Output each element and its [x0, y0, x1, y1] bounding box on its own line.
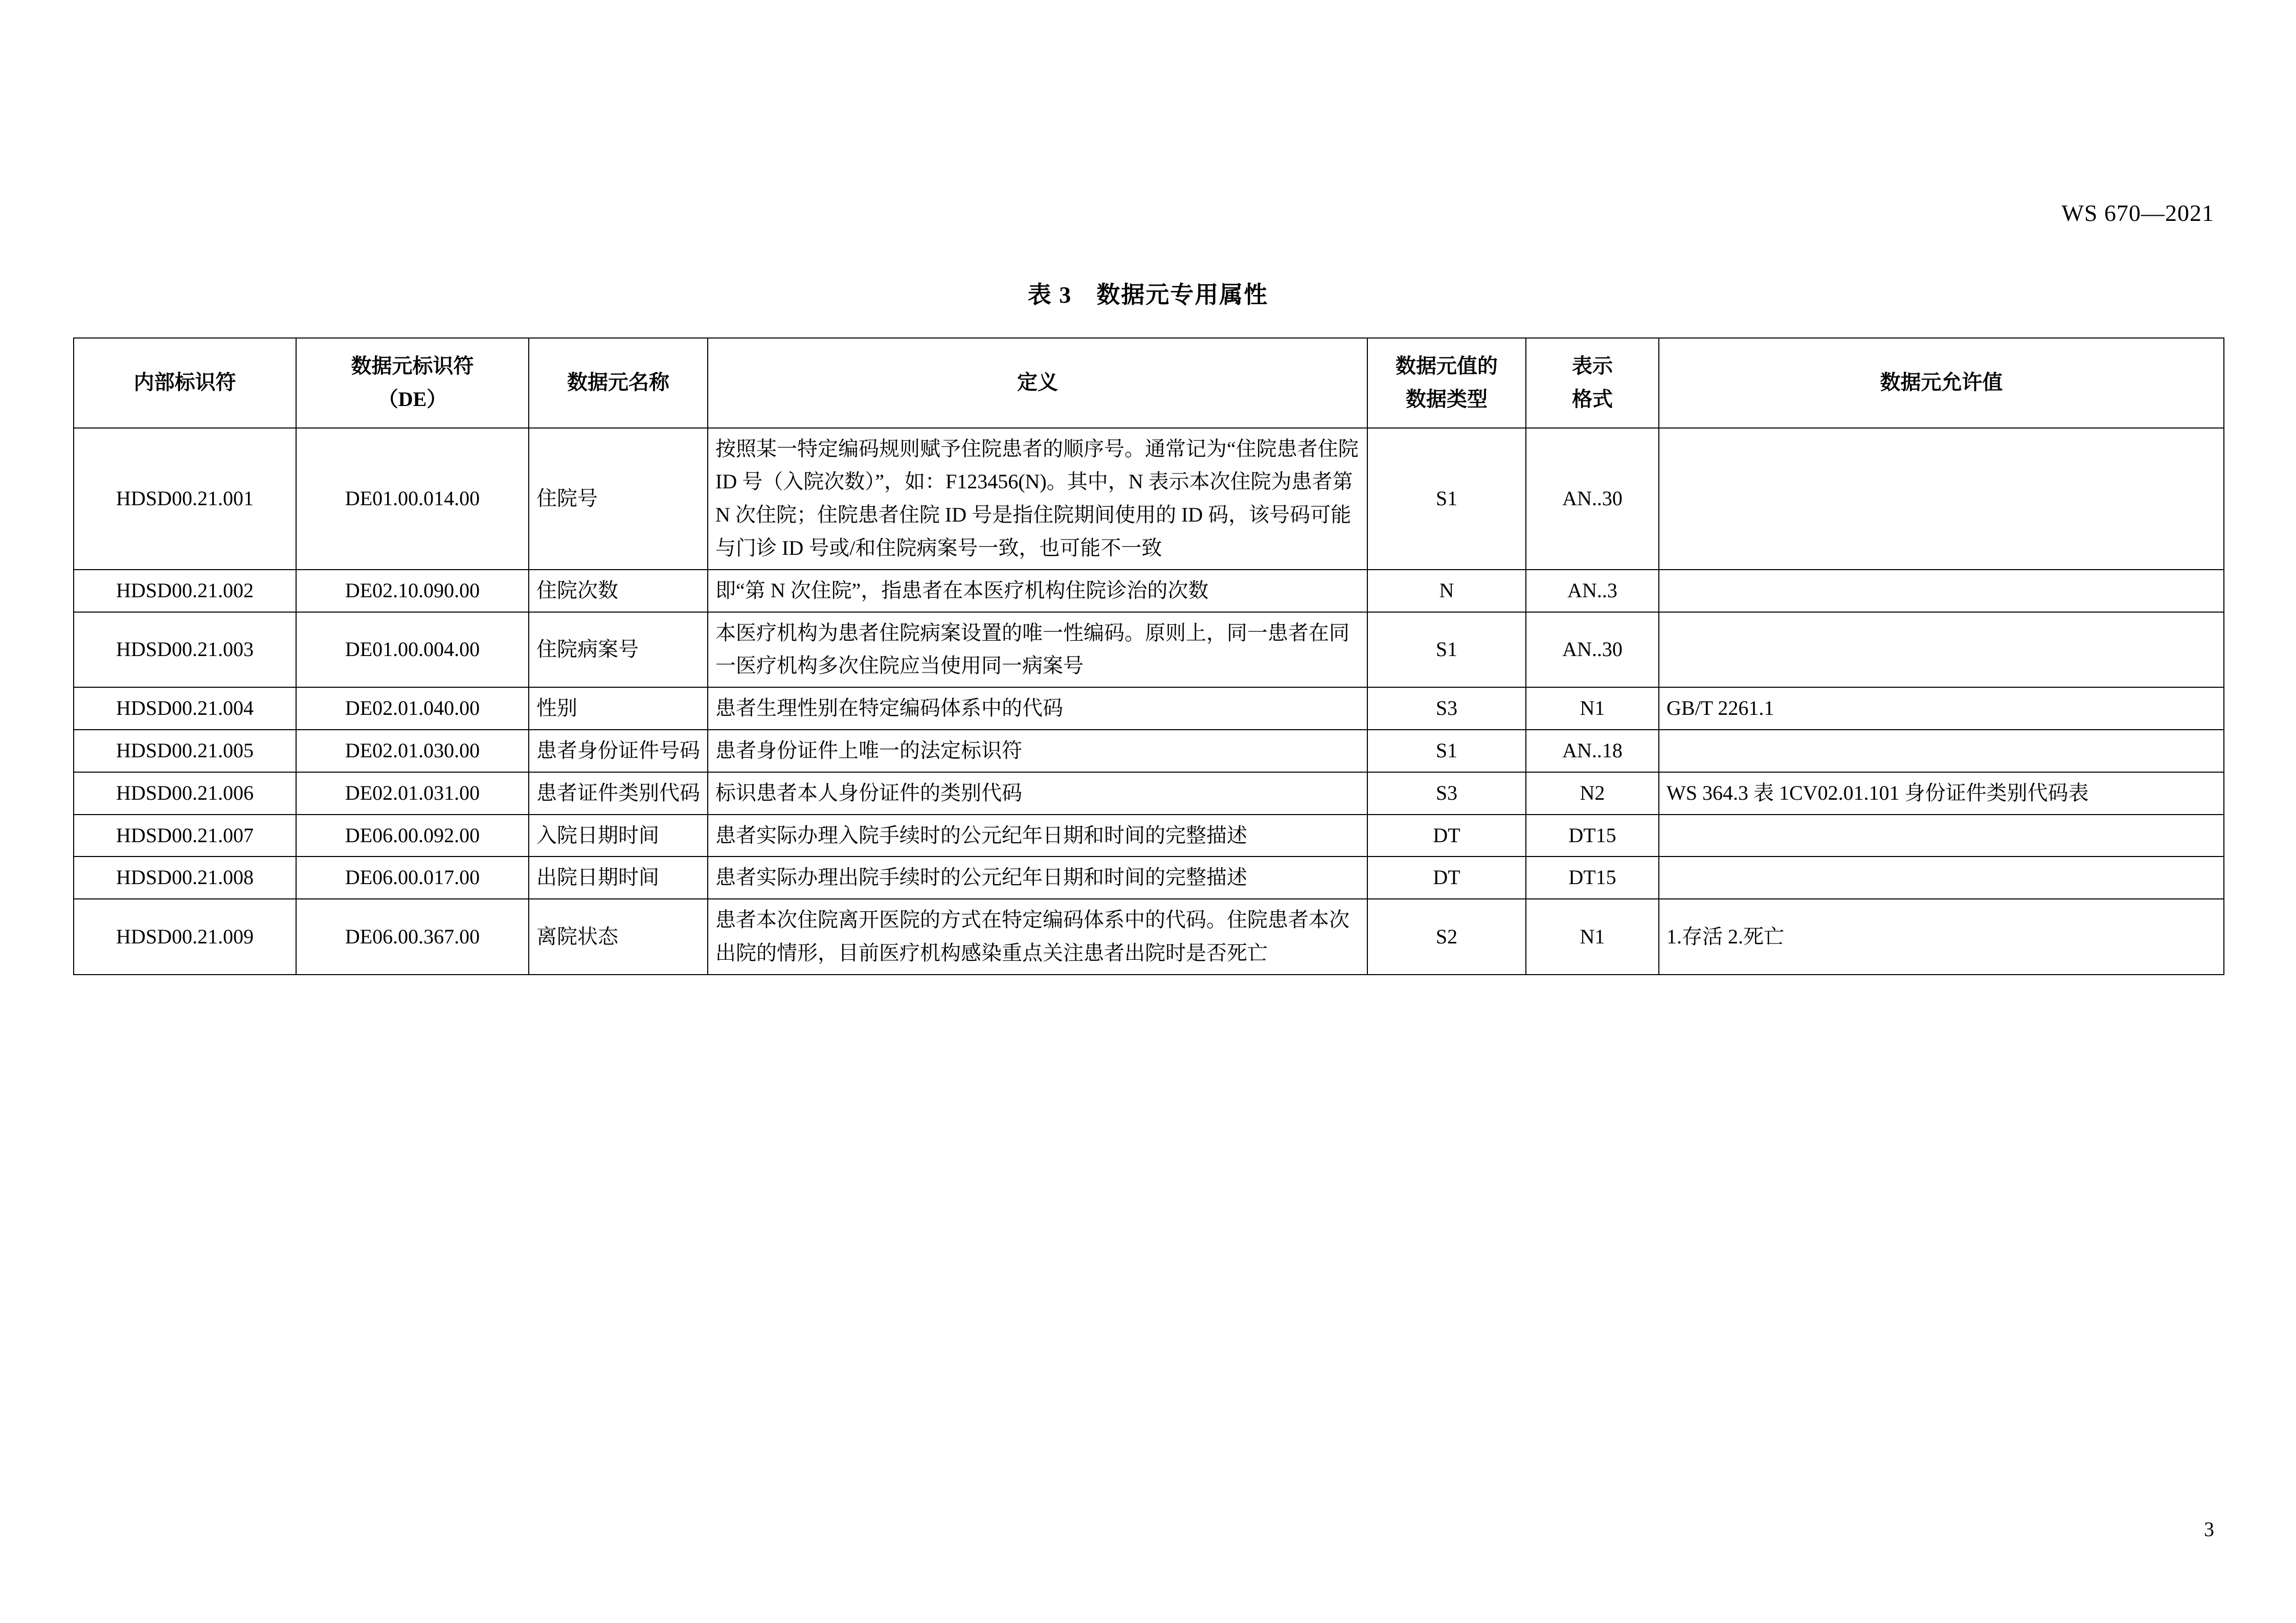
column-header-de-id: [296, 338, 529, 428]
cell-allowed-values: 1.存活 2.死亡: [1659, 899, 2224, 975]
table-header-row: [74, 338, 2224, 428]
cell-data-type: DT: [1367, 856, 1526, 899]
cell-data-type: DT: [1367, 815, 1526, 857]
cell-format: AN..30: [1526, 428, 1659, 570]
table-row: [74, 856, 2224, 899]
cell-de-id: DE01.00.014.00: [296, 428, 529, 570]
cell-internal-id: HDSD00.21.009: [74, 899, 296, 975]
column-header-internal-id: 内部标识符: [74, 338, 296, 428]
cell-internal-id: HDSD00.21.006: [74, 772, 296, 815]
column-header-format-line1: 表示: [1572, 354, 1613, 377]
cell-name: 患者身份证件号码: [529, 730, 708, 772]
cell-internal-id: HDSD00.21.002: [74, 570, 296, 612]
cell-definition: 本医疗机构为患者住院病案设置的唯一性编码。原则上，同一患者在同一医疗机构多次住院应当使用同一病案号: [708, 612, 1367, 688]
cell-format: N1: [1526, 899, 1659, 975]
cell-internal-id: HDSD00.21.003: [74, 612, 296, 688]
cell-definition: 按照某一特定编码规则赋予住院患者的顺序号。通常记为“住院患者住院 ID 号（入院次数）”，如：F123456(N)。其中，N 表示本次住院为患者第 N 次住院；住院患者住院 ID 号是指住院期间使用的 ID 码，该号码可能与门诊 ID 号或/和住院病案号一致，也可能不一致: [708, 428, 1367, 570]
cell-internal-id: HDSD00.21.007: [74, 815, 296, 857]
cell-name: 入院日期时间: [529, 815, 708, 857]
cell-name: 住院号: [529, 428, 708, 570]
cell-allowed-values: [1659, 428, 2224, 570]
cell-name: 出院日期时间: [529, 856, 708, 899]
cell-allowed-values: [1659, 570, 2224, 612]
column-header-name: 数据元名称: [529, 338, 708, 428]
cell-name: 住院病案号: [529, 612, 708, 688]
column-header-de-id-line2: （DE）: [377, 387, 447, 411]
cell-internal-id: HDSD00.21.008: [74, 856, 296, 899]
cell-data-type: S3: [1367, 687, 1526, 730]
cell-name: 离院状态: [529, 899, 708, 975]
cell-format: N1: [1526, 687, 1659, 730]
cell-definition: 患者实际办理出院手续时的公元纪年日期和时间的完整描述: [708, 856, 1367, 899]
cell-allowed-values: [1659, 856, 2224, 899]
cell-de-id: DE06.00.017.00: [296, 856, 529, 899]
table-row: [74, 570, 2224, 612]
cell-format: DT15: [1526, 856, 1659, 899]
column-header-format: [1526, 338, 1659, 428]
cell-definition: 标识患者本人身份证件的类别代码: [708, 772, 1367, 815]
cell-definition: 患者身份证件上唯一的法定标识符: [708, 730, 1367, 772]
cell-de-id: DE06.00.367.00: [296, 899, 529, 975]
cell-name: 性别: [529, 687, 708, 730]
table-row: [74, 730, 2224, 772]
cell-allowed-values: [1659, 815, 2224, 857]
cell-allowed-values: GB/T 2261.1: [1659, 687, 2224, 730]
cell-allowed-values: [1659, 730, 2224, 772]
column-header-format-line2: 格式: [1572, 387, 1613, 411]
table-title: 表 3 数据元专用属性: [1027, 282, 1269, 308]
cell-format: AN..18: [1526, 730, 1659, 772]
standard-code-header: WS 670—2021: [2061, 200, 2214, 226]
cell-data-type: S1: [1367, 612, 1526, 688]
cell-definition: 患者生理性别在特定编码体系中的代码: [708, 687, 1367, 730]
cell-allowed-values: WS 364.3 表 1CV02.01.101 身份证件类别代码表: [1659, 772, 2224, 815]
cell-format: DT15: [1526, 815, 1659, 857]
cell-de-id: DE06.00.092.00: [296, 815, 529, 857]
column-header-data-type-line2: 数据类型: [1406, 387, 1488, 411]
table-row: [74, 612, 2224, 688]
cell-data-type: S2: [1367, 899, 1526, 975]
cell-definition: 患者实际办理入院手续时的公元纪年日期和时间的完整描述: [708, 815, 1367, 857]
cell-definition: 患者本次住院离开医院的方式在特定编码体系中的代码。住院患者本次出院的情形，目前医疗机构感染重点关注患者出院时是否死亡: [708, 899, 1367, 975]
cell-data-type: S1: [1367, 730, 1526, 772]
column-header-definition: 定义: [708, 338, 1367, 428]
cell-allowed-values: [1659, 612, 2224, 688]
table-row: [74, 772, 2224, 815]
cell-definition: 即“第 N 次住院”，指患者在本医疗机构住院诊治的次数: [708, 570, 1367, 612]
column-header-de-id-line1: 数据元标识符: [351, 354, 474, 377]
column-header-data-type: [1367, 338, 1526, 428]
cell-de-id: DE02.10.090.00: [296, 570, 529, 612]
cell-name: 患者证件类别代码: [529, 772, 708, 815]
table-row: [74, 687, 2224, 730]
cell-internal-id: HDSD00.21.004: [74, 687, 296, 730]
cell-internal-id: HDSD00.21.005: [74, 730, 296, 772]
cell-format: N2: [1526, 772, 1659, 815]
column-header-data-type-line1: 数据元值的: [1395, 354, 1498, 377]
column-header-allowed-values: 数据元允许值: [1659, 338, 2224, 428]
cell-data-type: N: [1367, 570, 1526, 612]
cell-data-type: S1: [1367, 428, 1526, 570]
table-row: [74, 899, 2224, 975]
cell-de-id: DE01.00.004.00: [296, 612, 529, 688]
cell-de-id: DE02.01.031.00: [296, 772, 529, 815]
cell-format: AN..30: [1526, 612, 1659, 688]
cell-internal-id: HDSD00.21.001: [74, 428, 296, 570]
table-row: [74, 815, 2224, 857]
cell-name: 住院次数: [529, 570, 708, 612]
data-element-attributes-table: [73, 337, 2224, 975]
cell-format: AN..3: [1526, 570, 1659, 612]
cell-de-id: DE02.01.040.00: [296, 687, 529, 730]
cell-de-id: DE02.01.030.00: [296, 730, 529, 772]
page-number: 3: [2204, 1518, 2214, 1541]
cell-data-type: S3: [1367, 772, 1526, 815]
table-row: [74, 428, 2224, 570]
